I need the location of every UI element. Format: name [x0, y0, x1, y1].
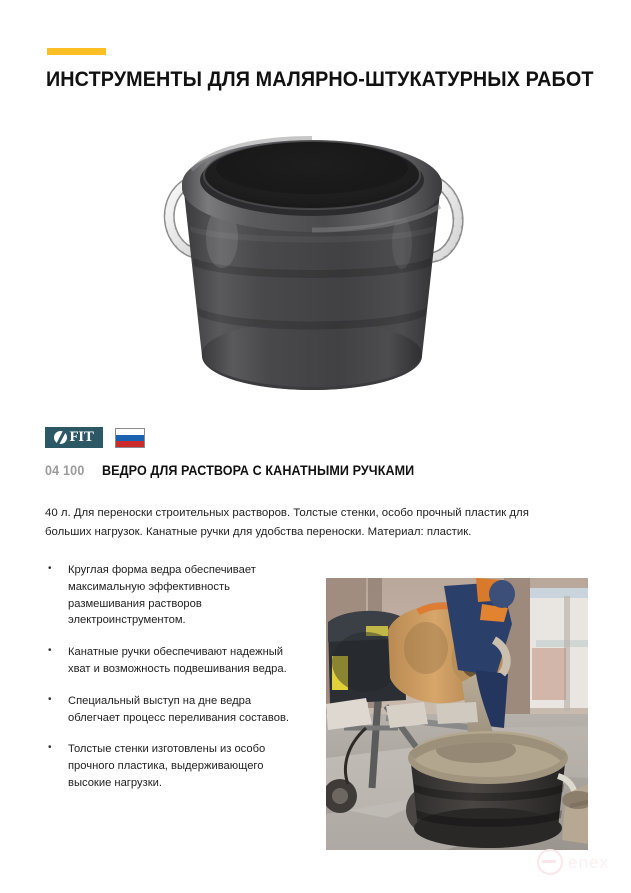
feature-list	[45, 562, 303, 807]
page-title: ИНСТРУМЕНТЫ ДЛЯ МАЛЯРНО-ШТУКАТУРНЫХ РАБОТ	[46, 67, 594, 91]
list-item: • Специальный выступ на дне ведра облегчает процесс переливания составов.	[45, 693, 303, 727]
flag-stripe-red	[116, 441, 144, 447]
bucket-illustration	[140, 118, 485, 403]
fit-brand-logo	[45, 427, 103, 448]
enex-watermark	[537, 849, 609, 875]
list-item: • Канатные ручки обеспечивают надежный хват и возможность подвешивания ведра.	[45, 644, 303, 678]
fit-logo-text: FIT	[69, 429, 94, 445]
russia-flag-icon	[115, 428, 145, 448]
product-name: ВЕДРО ДЛЯ РАСТВОРА С КАНАТНЫМИ РУЧКАМИ	[101, 463, 414, 478]
list-item: • Круглая форма ведра обеспечивает максимальную эффективность размешивания растворов электроинструментом.	[45, 562, 303, 629]
product-sku: 04 100	[45, 463, 85, 478]
brand-row	[45, 427, 145, 448]
application-photo	[326, 578, 588, 850]
list-item: • Толстые стенки изготовлены из особо прочного пластика, выдерживающего высокие нагрузки.	[45, 741, 303, 791]
fit-circle-slash-icon	[54, 431, 67, 444]
enex-watermark-text: enex	[568, 852, 609, 872]
product-hero-image	[140, 118, 485, 403]
accent-bar	[47, 48, 106, 55]
product-heading	[45, 463, 437, 478]
enex-emblem-icon	[537, 849, 563, 875]
product-description: 40 л. Для переноски строительных растворов. Толстые стенки, особо прочный пластик для больших нагрузок. Канатные ручки для удобства переноски. Материал: пластик.	[45, 507, 529, 538]
